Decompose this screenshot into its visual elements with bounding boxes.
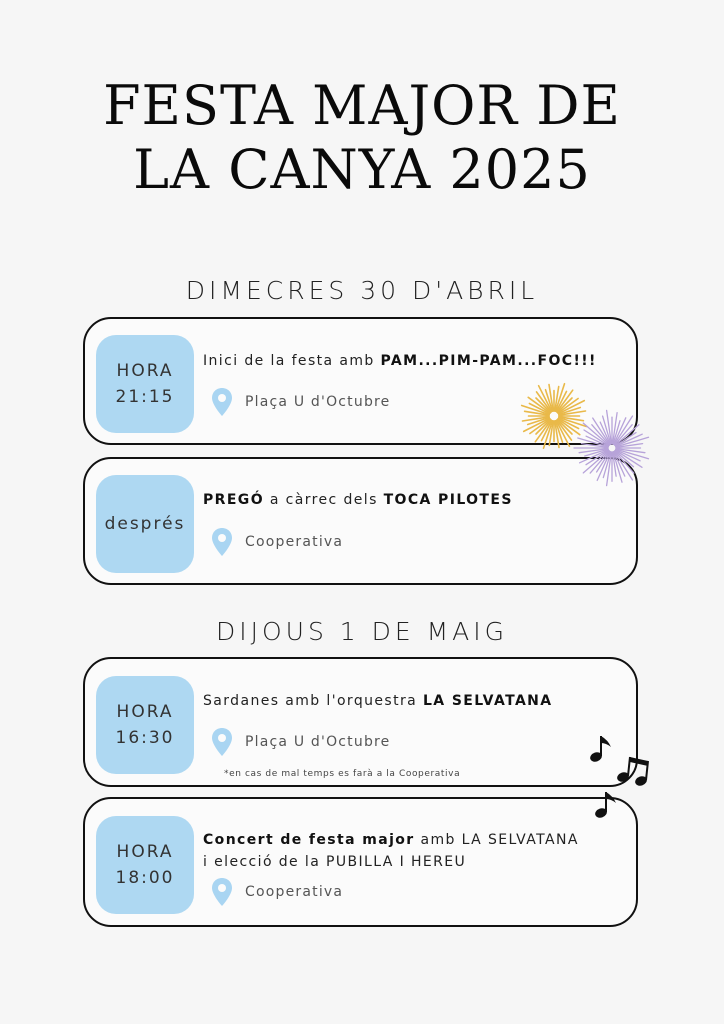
event-description: [203, 350, 632, 372]
badge-label: després: [104, 514, 186, 534]
event-description: [203, 690, 632, 712]
event-location: [211, 527, 343, 557]
badge-time: 18:00: [115, 868, 175, 888]
badge-time: 16:30: [115, 728, 175, 748]
location-label: Plaça U d'Octubre: [245, 734, 391, 750]
badge-label: HORA: [116, 842, 174, 862]
desc-text: Sardanes amb l'orquestra: [203, 693, 423, 709]
event-card-4: [83, 797, 638, 927]
music-notes-icon: [584, 730, 660, 822]
badge-time: 21:15: [115, 387, 175, 407]
event-card-3: [83, 657, 638, 787]
weather-note: *en cas de mal temps es farà a la Cooperativa: [224, 769, 461, 779]
location-label: Plaça U d'Octubre: [245, 394, 391, 410]
location-pin-icon: [211, 727, 233, 757]
day-heading-2: DIJOUS 1 DE MAIG: [215, 617, 509, 646]
badge-label: HORA: [116, 361, 174, 381]
time-badge: [96, 475, 194, 573]
day-heading-1: DIMECRES 30 D'ABRIL: [185, 276, 539, 305]
desc-bold: Concert de festa major: [203, 832, 415, 848]
desc-text: amb LA SELVATANA: [414, 832, 579, 848]
event-location: [211, 877, 343, 907]
desc-bold: TOCA PILOTES: [383, 492, 513, 508]
location-pin-icon: [211, 387, 233, 417]
desc-bold: LA SELVATANA: [422, 693, 553, 709]
title-line-1: FESTA MAJOR DE: [103, 74, 621, 137]
desc-text: Inici de la festa amb: [203, 353, 381, 369]
time-badge: [96, 335, 194, 433]
location-pin-icon: [211, 877, 233, 907]
event-description: [203, 829, 632, 873]
location-label: Cooperativa: [245, 534, 344, 550]
title-line-2: LA CANYA 2025: [133, 138, 591, 201]
badge-label: HORA: [116, 702, 174, 722]
event-location: [211, 387, 391, 417]
desc-bold: PAM...PIM-PAM...FOC!!!: [380, 353, 597, 369]
desc-text-line-2: i elecció de la PUBILLA I HEREU: [203, 854, 467, 870]
location-pin-icon: [211, 527, 233, 557]
desc-text: a càrrec dels: [264, 492, 384, 508]
fireworks-icon: [516, 376, 656, 500]
time-badge: [96, 676, 194, 774]
time-badge: [96, 816, 194, 914]
desc-bold: PREGÓ: [203, 492, 264, 508]
event-location: [211, 727, 391, 757]
location-label: Cooperativa: [245, 884, 344, 900]
